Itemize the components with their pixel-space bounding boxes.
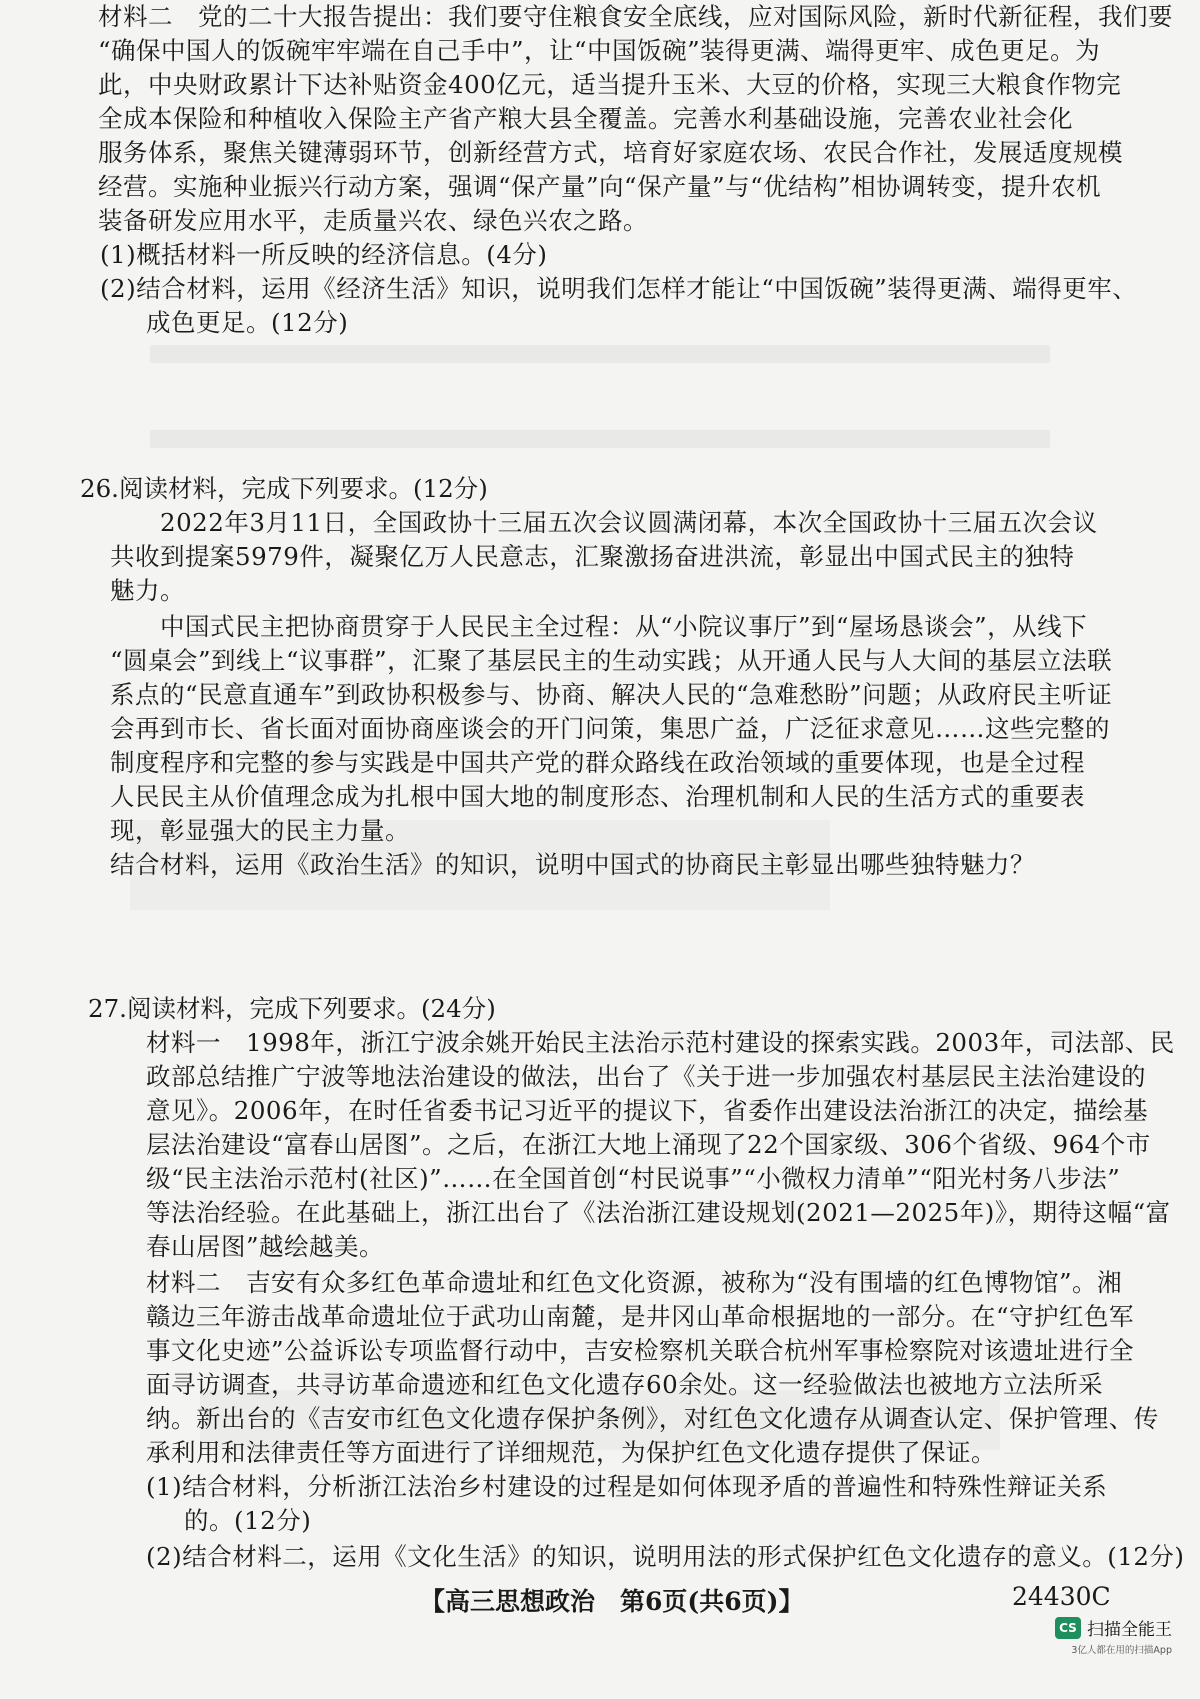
scanner-watermark [1055,1615,1172,1656]
text-line: 赣边三年游击战革命遗址位于武功山南麓，是井冈山革命根据地的一部分。在“守护红色军 [146,1302,1135,1331]
question-prompt: 结合材料，运用《政治生活》的知识，说明中国式的协商民主彰显出哪些独特魅力？ [110,850,1035,879]
sub-question-1-cont: 的。(12分) [184,1506,312,1535]
text-line: “确保中国人的饭碗牢牢端在自己手中”，让“中国饭碗”装得更满、端得更牢、成色更足。为 [98,36,1101,65]
bleed-through [150,345,1050,363]
question-heading: 26.阅读材料，完成下列要求。(12分) [80,474,488,503]
text-line: 现，彰显强大的民主力量。 [110,816,410,845]
text-line: 事文化史迹”公益诉讼专项监督行动中，吉安检察机关联合杭州军事检察院对该遗址进行全 [146,1336,1135,1365]
sub-question-1: (1)概括材料一所反映的经济信息。(4分) [100,240,548,269]
text-line: 装备研发应用水平，走质量兴农、绿色兴农之路。 [98,206,648,235]
text-line: “圆桌会”到线上“议事群”，汇聚了基层民主的生动实践；从开通人民与人大间的基层立法联 [110,646,1113,675]
text-line: 面寻访调查，共寻访革命遗迹和红色文化遗存60余处。这一经验做法也被地方立法所采 [146,1370,1104,1399]
text-line: 纳。新出台的《吉安市红色文化遗存保护条例》，对红色文化遗存从调查认定、保护管理、传 [146,1404,1159,1433]
text-line: 材料二 吉安有众多红色革命遗址和红色文化资源，被称为“没有围墙的红色博物馆”。湘 [146,1268,1123,1297]
text-line: 此，中央财政累计下达补贴资金400亿元，适当提升玉米、大豆的价格，实现三大粮食作物完 [98,70,1122,99]
text-line: 层法治建设“富春山居图”。之后，在浙江大地上涌现了22个国家级、306个省级、964个市 [146,1130,1151,1159]
text-line: 魅力。 [110,576,185,605]
sub-question-1: (1)结合材料，分析浙江法治乡村建设的过程是如何体现矛盾的普遍性和特殊性辩证关系 [146,1472,1108,1501]
text-line: 共收到提案5979件，凝聚亿万人民意志，汇聚激扬奋进洪流，彰显出中国式民主的独特 [110,542,1075,571]
text-line: 服务体系，聚焦关键薄弱环节，创新经营方式，培育好家庭农场、农民合作社，发展适度规模 [98,138,1123,167]
camscanner-logo-icon: CS [1055,1617,1081,1639]
bleed-through [150,430,1050,448]
page-footer: 【高三思想政治 第6页(共6页)】 [420,1587,804,1616]
watermark-tagline: 3亿人都在用的扫描App [1071,1645,1172,1656]
text-line: 等法治经验。在此基础上，浙江出台了《法治浙江建设规划(2021—2025年)》，期待这幅“富 [146,1198,1171,1227]
watermark-name: 扫描全能王 [1087,1620,1172,1640]
question-heading: 27.阅读材料，完成下列要求。(24分) [88,994,496,1023]
sub-question-2-cont: 成色更足。(12分) [146,308,349,337]
text-line: 会再到市长、省长面对面协商座谈会的开门问策，集思广益，广泛征求意见……这些完整的 [110,714,1110,743]
text-line: 材料一 1998年，浙江宁波余姚开始民主法治示范村建设的探索实践。2003年，司法部、民 [146,1028,1175,1057]
text-line: 春山居图”越绘越美。 [146,1232,385,1261]
text-line: 承利用和法律责任等方面进行了详细规范，为保护红色文化遗存提供了保证。 [146,1438,996,1467]
text-line: 制度程序和完整的参与实践是中国共产党的群众路线在政治领域的重要体现，也是全过程 [110,748,1085,777]
text-line: 级“民主法治示范村(社区)”……在全国首创“村民说事”“小微权力清单”“阳光村务八步法” [146,1164,1121,1193]
sub-question-2: (2)结合材料，运用《经济生活》知识，说明我们怎样才能让“中国饭碗”装得更满、端得更牢、 [100,274,1138,303]
paper-code: 24430C [1012,1582,1111,1611]
text-line: 系点的“民意直通车”到政协积极参与、协商、解决人民的“急难愁盼”问题；从政府民主听证 [110,680,1113,709]
text-line: 中国式民主把协商贯穿于人民民主全过程：从“小院议事厅”到“屋场恳谈会”，从线下 [160,612,1088,641]
text-line: 材料二 党的二十大报告提出：我们要守住粮食安全底线，应对国际风险，新时代新征程，我们要 [98,2,1173,31]
text-line: 经营。实施种业振兴行动方案，强调“保产量”向“保产量”与“优结构”相协调转变，提升农机 [98,172,1102,201]
text-line: 意见》。2006年，在时任省委书记习近平的提议下，省委作出建设法治浙江的决定，描绘基 [146,1096,1149,1125]
text-line: 政部总结推广宁波等地法治建设的做法，出台了《关于进一步加强农村基层民主法治建设的 [146,1062,1146,1091]
text-line: 2022年3月11日，全国政协十三届五次会议圆满闭幕，本次全国政协十三届五次会议 [160,508,1098,537]
text-line: 全成本保险和种植收入保险主产省产粮大县全覆盖。完善水利基础设施，完善农业社会化 [98,104,1073,133]
sub-question-2: (2)结合材料二，运用《文化生活》的知识，说明用法的形式保护红色文化遗存的意义。(12分) [146,1542,1185,1571]
text-line: 人民民主从价值理念成为扎根中国大地的制度形态、治理机制和人民的生活方式的重要表 [110,782,1085,811]
